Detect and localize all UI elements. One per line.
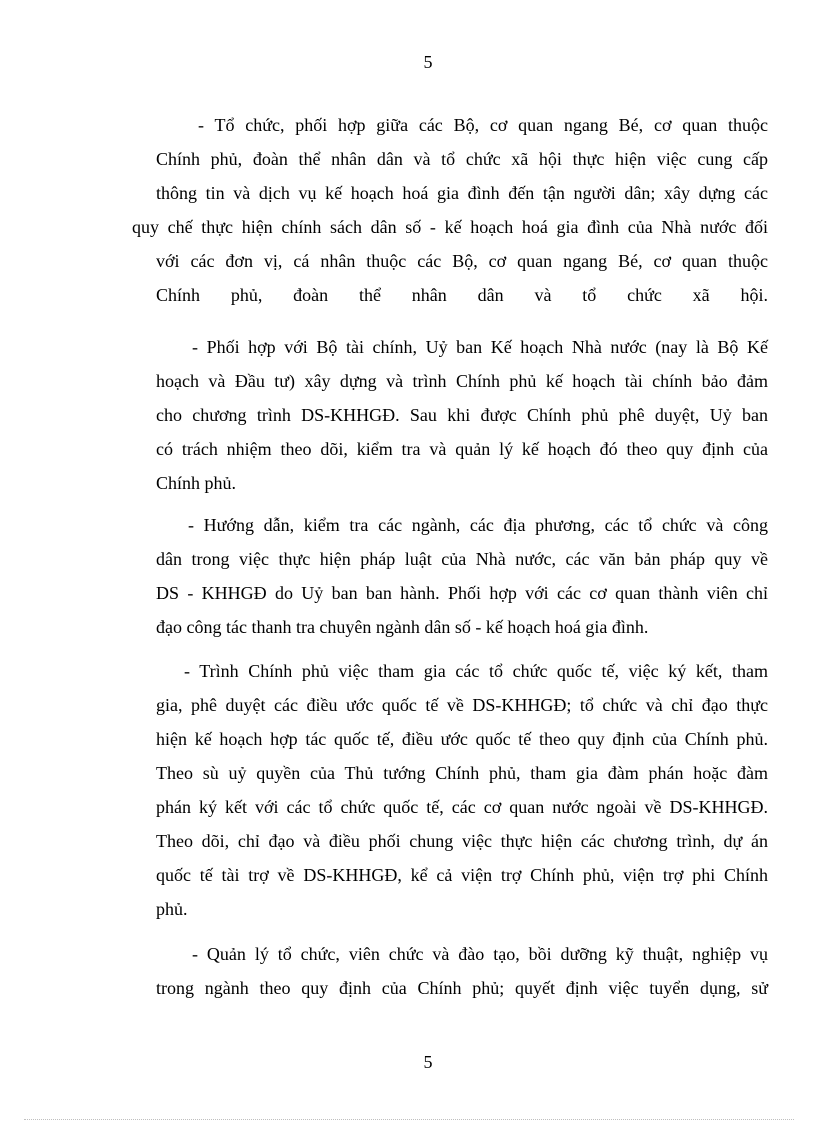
paragraph-line: phán ký kết với các tổ chức quốc tế, các cơ quan nước ngoài về DS-KHHGĐ. [156,797,768,817]
page-bottom-divider [24,1119,794,1120]
paragraph-line: Theo sù uỷ quyền của Thủ tướng Chính phủ, tham gia đàm phán hoặc đàm [156,763,768,783]
paragraph-line: dân trong việc thực hiện pháp luật của Nhà nước, các văn bản pháp quy về [156,549,768,569]
paragraph-line: hiện kế hoạch hợp tác quốc tế, điều ước quốc tế theo quy định của Chính phủ. [156,729,768,749]
paragraph-line: trong ngành theo quy định của Chính phủ; quyết định việc tuyển dụng, sử [156,978,768,998]
paragraph-line: - Trình Chính phủ việc tham gia các tổ chức quốc tế, việc ký kết, tham [184,661,768,681]
paragraph-line: - Hướng dẫn, kiểm tra các ngành, các địa phương, các tổ chức và công [188,515,768,535]
paragraph-line: cho chương trình DS-KHHGĐ. Sau khi được Chính phủ phê duyệt, Uỷ ban [156,405,768,425]
paragraph-line: phủ. [156,899,188,919]
paragraph-5 [156,937,768,1005]
paragraph-line: với các đơn vị, cá nhân thuộc các Bộ, cơ quan ngang Bé, cơ quan thuộc [156,251,768,271]
paragraph-line: quy chế thực hiện chính sách dân số - kế hoạch hoá gia đình của Nhà nước đối [132,217,768,237]
paragraph-line: Chính phủ, đoàn thể nhân dân và tổ chức xã hội. [156,285,768,305]
paragraph-line: Chính phủ. [156,473,237,493]
paragraph-line: Theo dõi, chỉ đạo và điều phối chung việc thực hiện các chương trình, dự án [156,831,768,851]
paragraph-line: DS - KHHGĐ do Uỷ ban ban hành. Phối hợp với các cơ quan thành viên chỉ [156,583,768,603]
footer-page-number: 5 [423,1052,433,1072]
paragraph-2 [156,330,768,500]
paragraph-line: gia, phê duyệt các điều ước quốc tế về DS-KHHGĐ; tổ chức và chỉ đạo thực [156,695,768,715]
header-page-number: 5 [423,52,433,72]
paragraph-line: đạo công tác thanh tra chuyên ngành dân số - kế hoạch hoá gia đình. [156,617,649,637]
paragraph-line: quốc tế tài trợ về DS-KHHGĐ, kể cả viện trợ Chính phủ, viện trợ phi Chính [156,865,768,885]
paragraph-line: có trách nhiệm theo dõi, kiểm tra và quản lý kế hoạch đó theo quy định của [156,439,768,459]
paragraph-line: - Tổ chức, phối hợp giữa các Bộ, cơ quan ngang Bé, cơ quan thuộc [198,115,768,135]
paragraph-line: thông tin và dịch vụ kế hoạch hoá gia đình đến tận người dân; xây dựng các [156,183,768,203]
paragraph-line: - Quản lý tổ chức, viên chức và đào tạo, bồi dưỡng kỹ thuật, nghiệp vụ [192,944,768,964]
paragraph-line: Chính phủ, đoàn thể nhân dân và tổ chức xã hội thực hiện việc cung cấp [156,149,768,169]
paragraph-line: - Phối hợp với Bộ tài chính, Uỷ ban Kế hoạch Nhà nước (nay là Bộ Kế [192,337,768,357]
paragraph-4 [156,654,768,926]
paragraph-line: hoạch và Đầu tư) xây dựng và trình Chính phủ kế hoạch tài chính bảo đảm [156,371,768,391]
paragraph-1 [132,108,768,312]
paragraph-3 [156,508,768,644]
